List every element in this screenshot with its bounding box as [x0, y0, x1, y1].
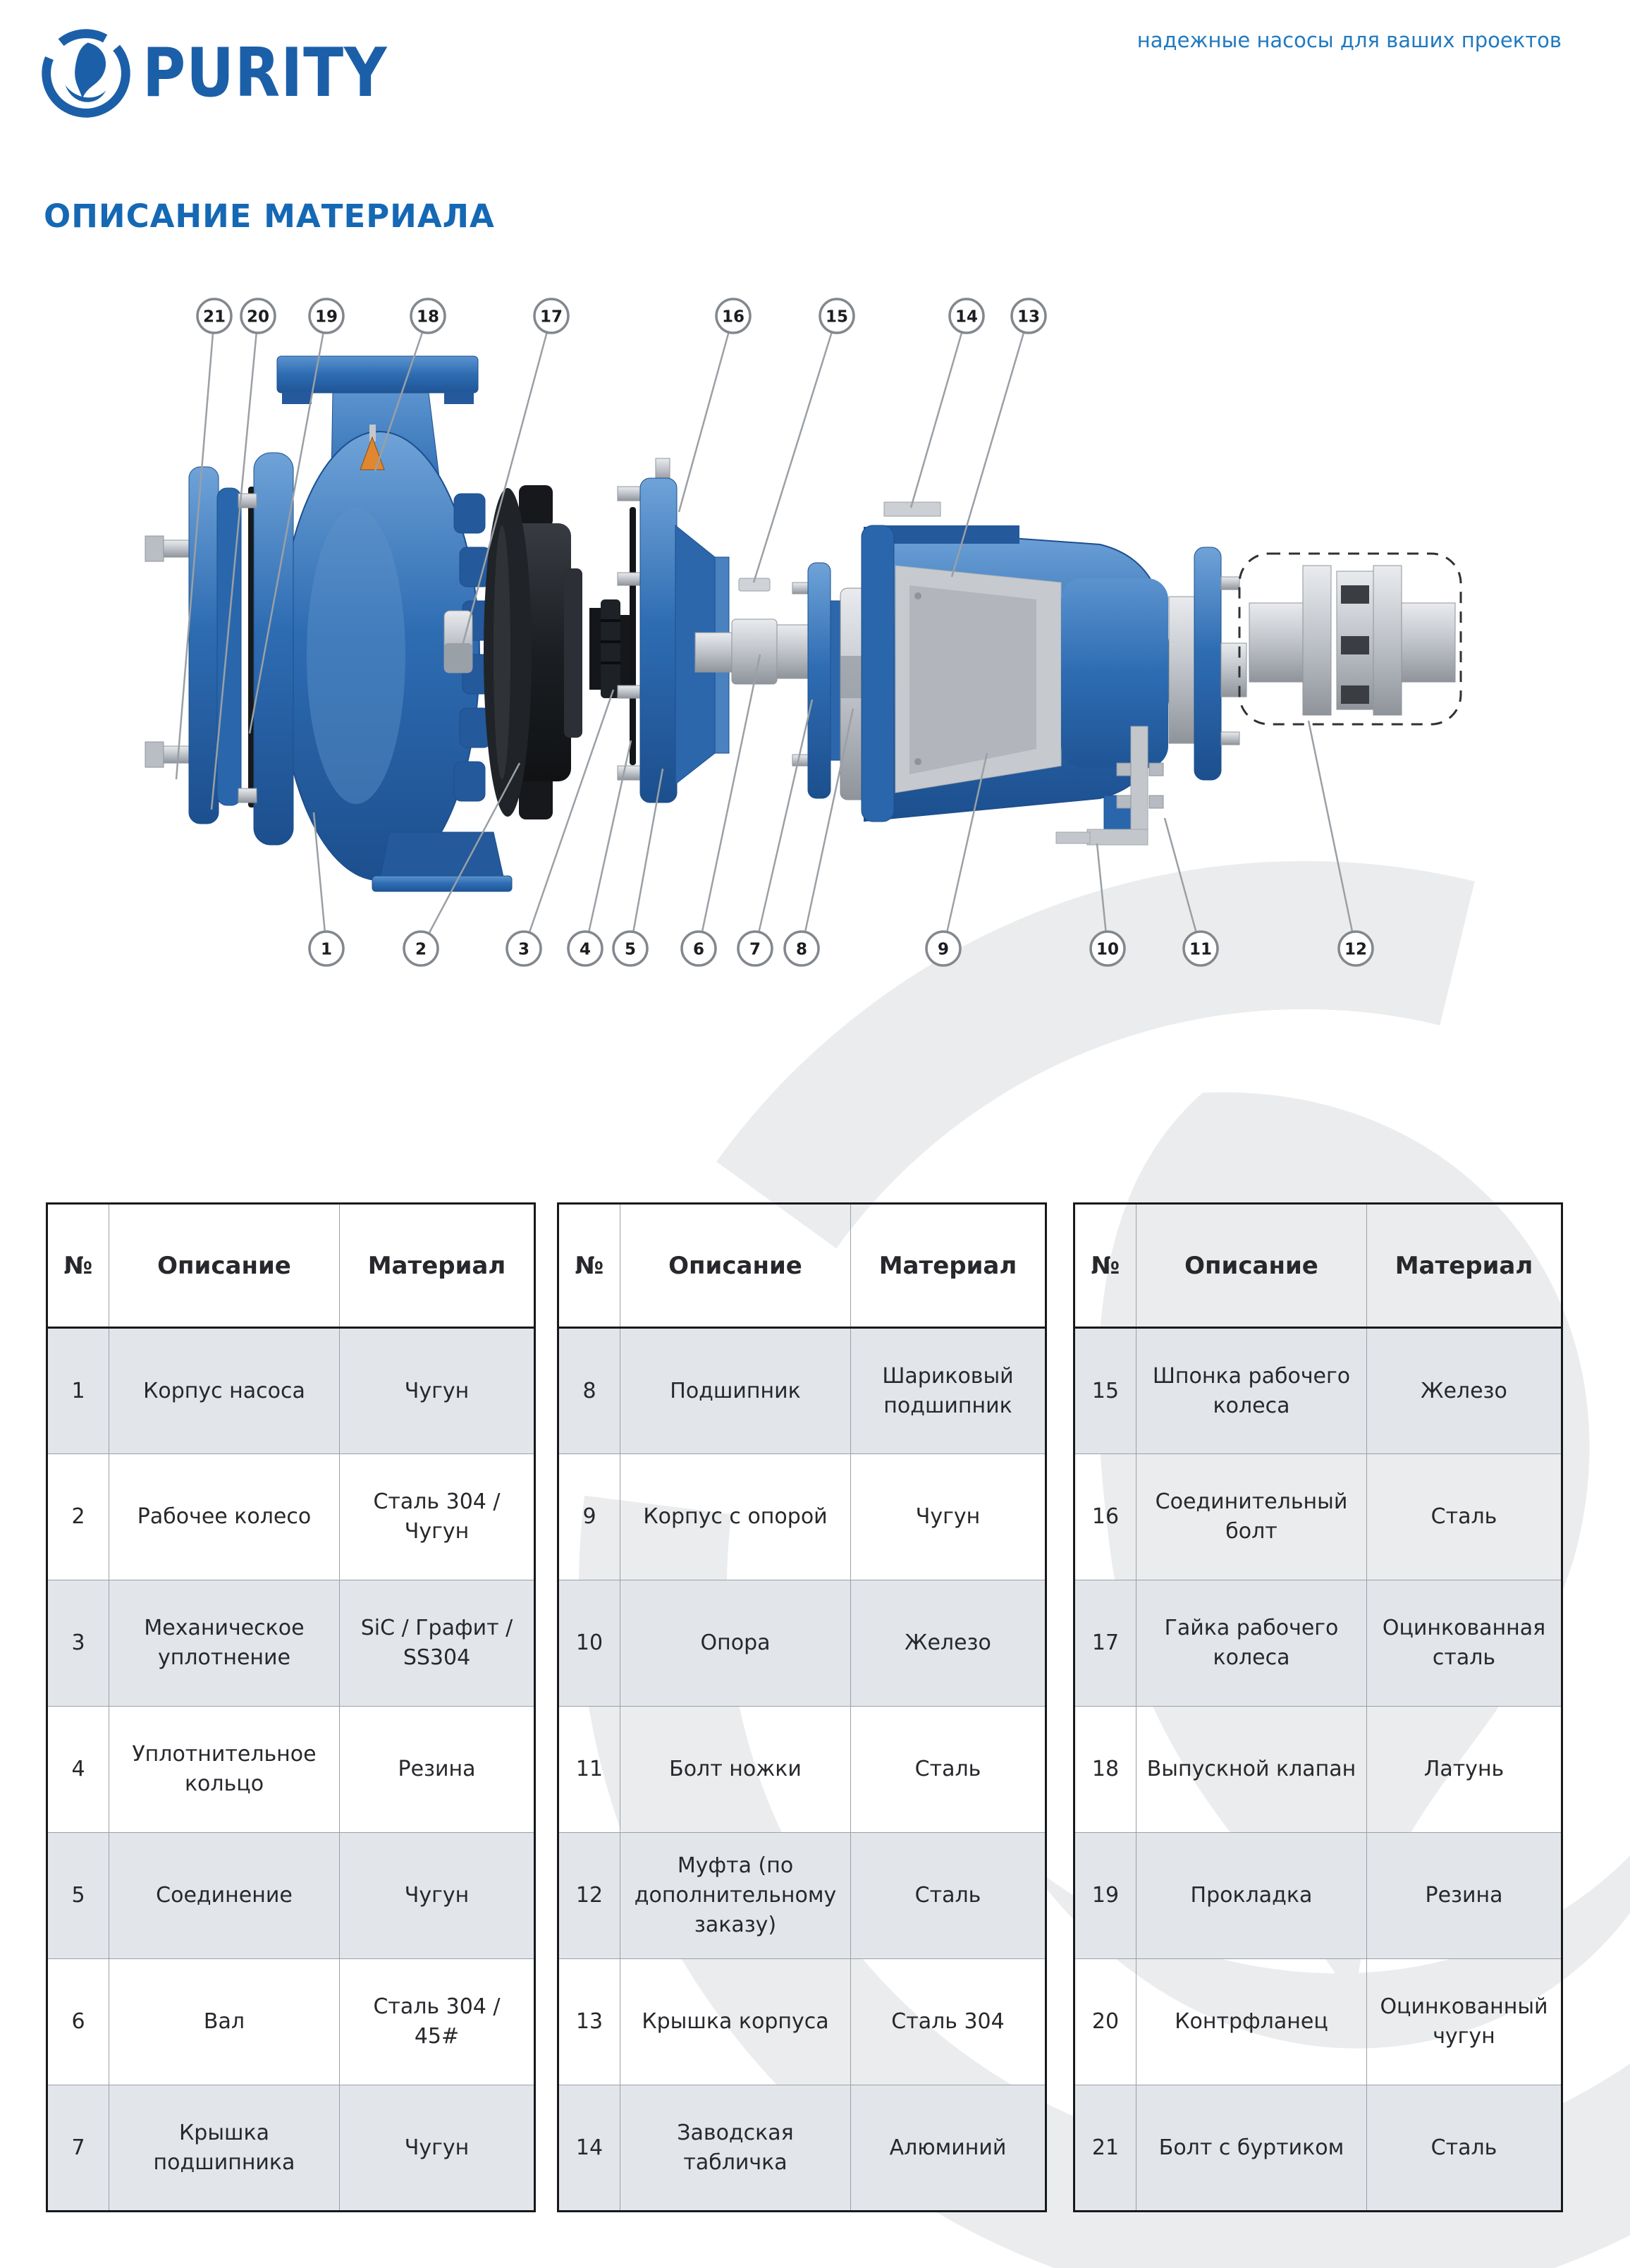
column-header: Описание — [109, 1204, 340, 1328]
table-cell: 8 — [558, 1328, 620, 1454]
table-row — [47, 1454, 535, 1580]
table-cell: Корпус насоса — [109, 1328, 340, 1454]
svg-text:21: 21 — [202, 307, 226, 327]
svg-text:17: 17 — [539, 307, 563, 327]
table-row — [1074, 1580, 1562, 1707]
leader-line-7 — [755, 700, 812, 949]
table-cell: Крышка корпуса — [620, 1959, 851, 2085]
table-cell: Сталь — [1367, 2085, 1562, 2212]
table-row — [558, 1707, 1046, 1833]
svg-text:20: 20 — [246, 307, 270, 327]
callout-9 — [926, 932, 960, 965]
materials-table-2 — [557, 1202, 1047, 2212]
table-cell: Сталь — [851, 1833, 1046, 1959]
callout-13 — [1012, 299, 1046, 333]
callout-2 — [404, 932, 438, 965]
table-cell: 15 — [1074, 1328, 1136, 1454]
table-cell: 10 — [558, 1580, 620, 1707]
table-cell: Алюминий — [851, 2085, 1046, 2212]
table-cell: Сталь 304 / 45# — [340, 1959, 535, 2085]
impeller-nut — [444, 611, 472, 673]
table-row — [558, 1959, 1046, 2085]
table-cell: 20 — [1074, 1959, 1136, 2085]
callout-19 — [310, 299, 343, 333]
svg-text:11: 11 — [1189, 940, 1213, 959]
table-cell: Сталь — [1367, 1454, 1562, 1580]
table-cell: 17 — [1074, 1580, 1136, 1707]
svg-text:16: 16 — [721, 307, 745, 327]
table-header-row — [1074, 1204, 1562, 1328]
table-cell: 2 — [47, 1454, 109, 1580]
table-cell: Чугун — [340, 1328, 535, 1454]
table-row — [1074, 1959, 1562, 2085]
table-cell: Механическое уплотнение — [109, 1580, 340, 1707]
table-row — [47, 1328, 535, 1454]
table-cell: SiC / Графит / SS304 — [340, 1580, 535, 1707]
svg-text:12: 12 — [1344, 940, 1368, 959]
page-header — [41, 28, 421, 118]
table-cell: Выпускной клапан — [1136, 1707, 1367, 1833]
column-header: № — [558, 1204, 620, 1328]
table-cell: 21 — [1074, 2085, 1136, 2212]
callout-8 — [785, 932, 819, 965]
table-row — [47, 1707, 535, 1833]
table-cell: Шпонка рабочего колеса — [1136, 1328, 1367, 1454]
table-cell: Оцинкованная сталь — [1367, 1580, 1562, 1707]
column-header: Материал — [1367, 1204, 1562, 1328]
table-row — [1074, 1454, 1562, 1580]
table-cell: Крышка подшипника — [109, 2085, 340, 2212]
svg-text:2: 2 — [415, 940, 427, 959]
table-cell: 12 — [558, 1833, 620, 1959]
table-cell: Соединительный болт — [1136, 1454, 1367, 1580]
table-cell: Шариковый подшипник — [851, 1328, 1046, 1454]
table-cell: 19 — [1074, 1833, 1136, 1959]
svg-text:6: 6 — [692, 940, 705, 959]
materials-table-1 — [46, 1202, 536, 2212]
table-cell: 7 — [47, 2085, 109, 2212]
svg-text:3: 3 — [517, 940, 530, 959]
purity-logo-icon — [41, 28, 131, 118]
callout-12 — [1339, 932, 1373, 965]
callout-17 — [534, 299, 568, 333]
page-title: ОПИСАНИЕ МАТЕРИАЛА — [44, 197, 495, 235]
leader-line-11 — [1165, 818, 1201, 949]
table-cell: Уплотнительное кольцо — [109, 1707, 340, 1833]
table-row — [1074, 1328, 1562, 1454]
table-cell: Опора — [620, 1580, 851, 1707]
column-header: № — [47, 1204, 109, 1328]
callout-7 — [738, 932, 772, 965]
table-row — [47, 1833, 535, 1959]
callout-10 — [1091, 932, 1125, 965]
svg-text:19: 19 — [314, 307, 338, 327]
svg-text:18: 18 — [416, 307, 440, 327]
table-cell: 9 — [558, 1454, 620, 1580]
bearing-cover — [792, 563, 840, 798]
callout-5 — [613, 932, 647, 965]
svg-text:1: 1 — [320, 940, 333, 959]
leader-line-4 — [585, 740, 631, 949]
table-cell: Подшипник — [620, 1328, 851, 1454]
callout-18 — [411, 299, 445, 333]
table-cell: 4 — [47, 1707, 109, 1833]
column-header: Материал — [340, 1204, 535, 1328]
table-cell: Резина — [1367, 1833, 1562, 1959]
table-row — [1074, 1707, 1562, 1833]
table-row — [558, 1580, 1046, 1707]
table-cell: Резина — [340, 1707, 535, 1833]
column-header: Описание — [1136, 1204, 1367, 1328]
table-cell: Чугун — [851, 1454, 1046, 1580]
table-cell: Сталь 304 — [851, 1959, 1046, 2085]
header-tagline: надежные насосы для ваших проектов — [1136, 28, 1562, 52]
purity-logo-text: PURITY — [142, 34, 388, 112]
mechanical-seal — [589, 599, 633, 698]
table-cell: Вал — [109, 1959, 340, 2085]
table-row — [558, 1328, 1046, 1454]
impeller — [484, 485, 582, 819]
svg-text:7: 7 — [749, 940, 761, 959]
table-header-row — [47, 1204, 535, 1328]
table-cell: Чугун — [340, 2085, 535, 2212]
table-cell: 14 — [558, 2085, 620, 2212]
table-row — [558, 2085, 1046, 2212]
callout-14 — [950, 299, 983, 333]
table-cell: Прокладка — [1136, 1833, 1367, 1959]
o-ring-plate — [630, 507, 636, 765]
bearing-housing — [862, 502, 1246, 845]
table-cell: Железо — [851, 1580, 1046, 1707]
table-cell: Сталь — [851, 1707, 1046, 1833]
table-cell: Чугун — [340, 1833, 535, 1959]
svg-text:8: 8 — [795, 940, 808, 959]
svg-text:14: 14 — [955, 307, 979, 327]
table-cell: Гайка рабочего колеса — [1136, 1580, 1367, 1707]
table-cell: Железо — [1367, 1328, 1562, 1454]
table-cell: Оцинкованный чугун — [1367, 1959, 1562, 2085]
table-row — [47, 2085, 535, 2212]
callout-4 — [568, 932, 602, 965]
svg-text:5: 5 — [624, 940, 637, 959]
callout-20 — [241, 299, 275, 333]
table-cell: 3 — [47, 1580, 109, 1707]
table-cell: 18 — [1074, 1707, 1136, 1833]
table-cell: Муфта (по дополнительному заказу) — [620, 1833, 851, 1959]
svg-text:13: 13 — [1017, 307, 1041, 327]
callout-15 — [820, 299, 854, 333]
callout-16 — [716, 299, 750, 333]
table-cell: 16 — [1074, 1454, 1136, 1580]
table-row — [47, 1959, 535, 2085]
callout-21 — [197, 299, 231, 333]
table-row — [558, 1454, 1046, 1580]
table-cell: 1 — [47, 1328, 109, 1454]
column-header: Описание — [620, 1204, 851, 1328]
table-cell: 13 — [558, 1959, 620, 2085]
callout-3 — [507, 932, 541, 965]
callout-1 — [310, 932, 343, 965]
table-row — [47, 1580, 535, 1707]
svg-text:9: 9 — [937, 940, 950, 959]
table-row — [1074, 2085, 1562, 2212]
column-header: № — [1074, 1204, 1136, 1328]
materials-table-3 — [1073, 1202, 1563, 2212]
svg-text:4: 4 — [579, 940, 592, 959]
table-cell: Сталь 304 / Чугун — [340, 1454, 535, 1580]
table-cell: Болт с буртиком — [1136, 2085, 1367, 2212]
table-cell: Заводская табличка — [620, 2085, 851, 2212]
svg-text:15: 15 — [825, 307, 849, 327]
table-row — [558, 1833, 1046, 1959]
table-cell: 5 — [47, 1833, 109, 1959]
callout-6 — [682, 932, 716, 965]
column-header: Материал — [851, 1204, 1046, 1328]
leader-line-15 — [754, 316, 837, 583]
leader-line-16 — [679, 316, 733, 512]
table-cell: Латунь — [1367, 1707, 1562, 1833]
table-header-row — [558, 1204, 1046, 1328]
coupling-optional — [1239, 554, 1461, 724]
callout-11 — [1184, 932, 1218, 965]
table-cell: Рабочее колесо — [109, 1454, 340, 1580]
leader-line-14 — [911, 316, 967, 508]
table-cell: Соединение — [109, 1833, 340, 1959]
table-cell: 11 — [558, 1707, 620, 1833]
table-cell: 6 — [47, 1959, 109, 2085]
leader-line-12 — [1309, 721, 1356, 949]
table-cell: Корпус с опорой — [620, 1454, 851, 1580]
table-row — [1074, 1833, 1562, 1959]
table-cell: Контрфланец — [1136, 1959, 1367, 2085]
svg-text:10: 10 — [1096, 940, 1120, 959]
table-cell: Болт ножки — [620, 1707, 851, 1833]
